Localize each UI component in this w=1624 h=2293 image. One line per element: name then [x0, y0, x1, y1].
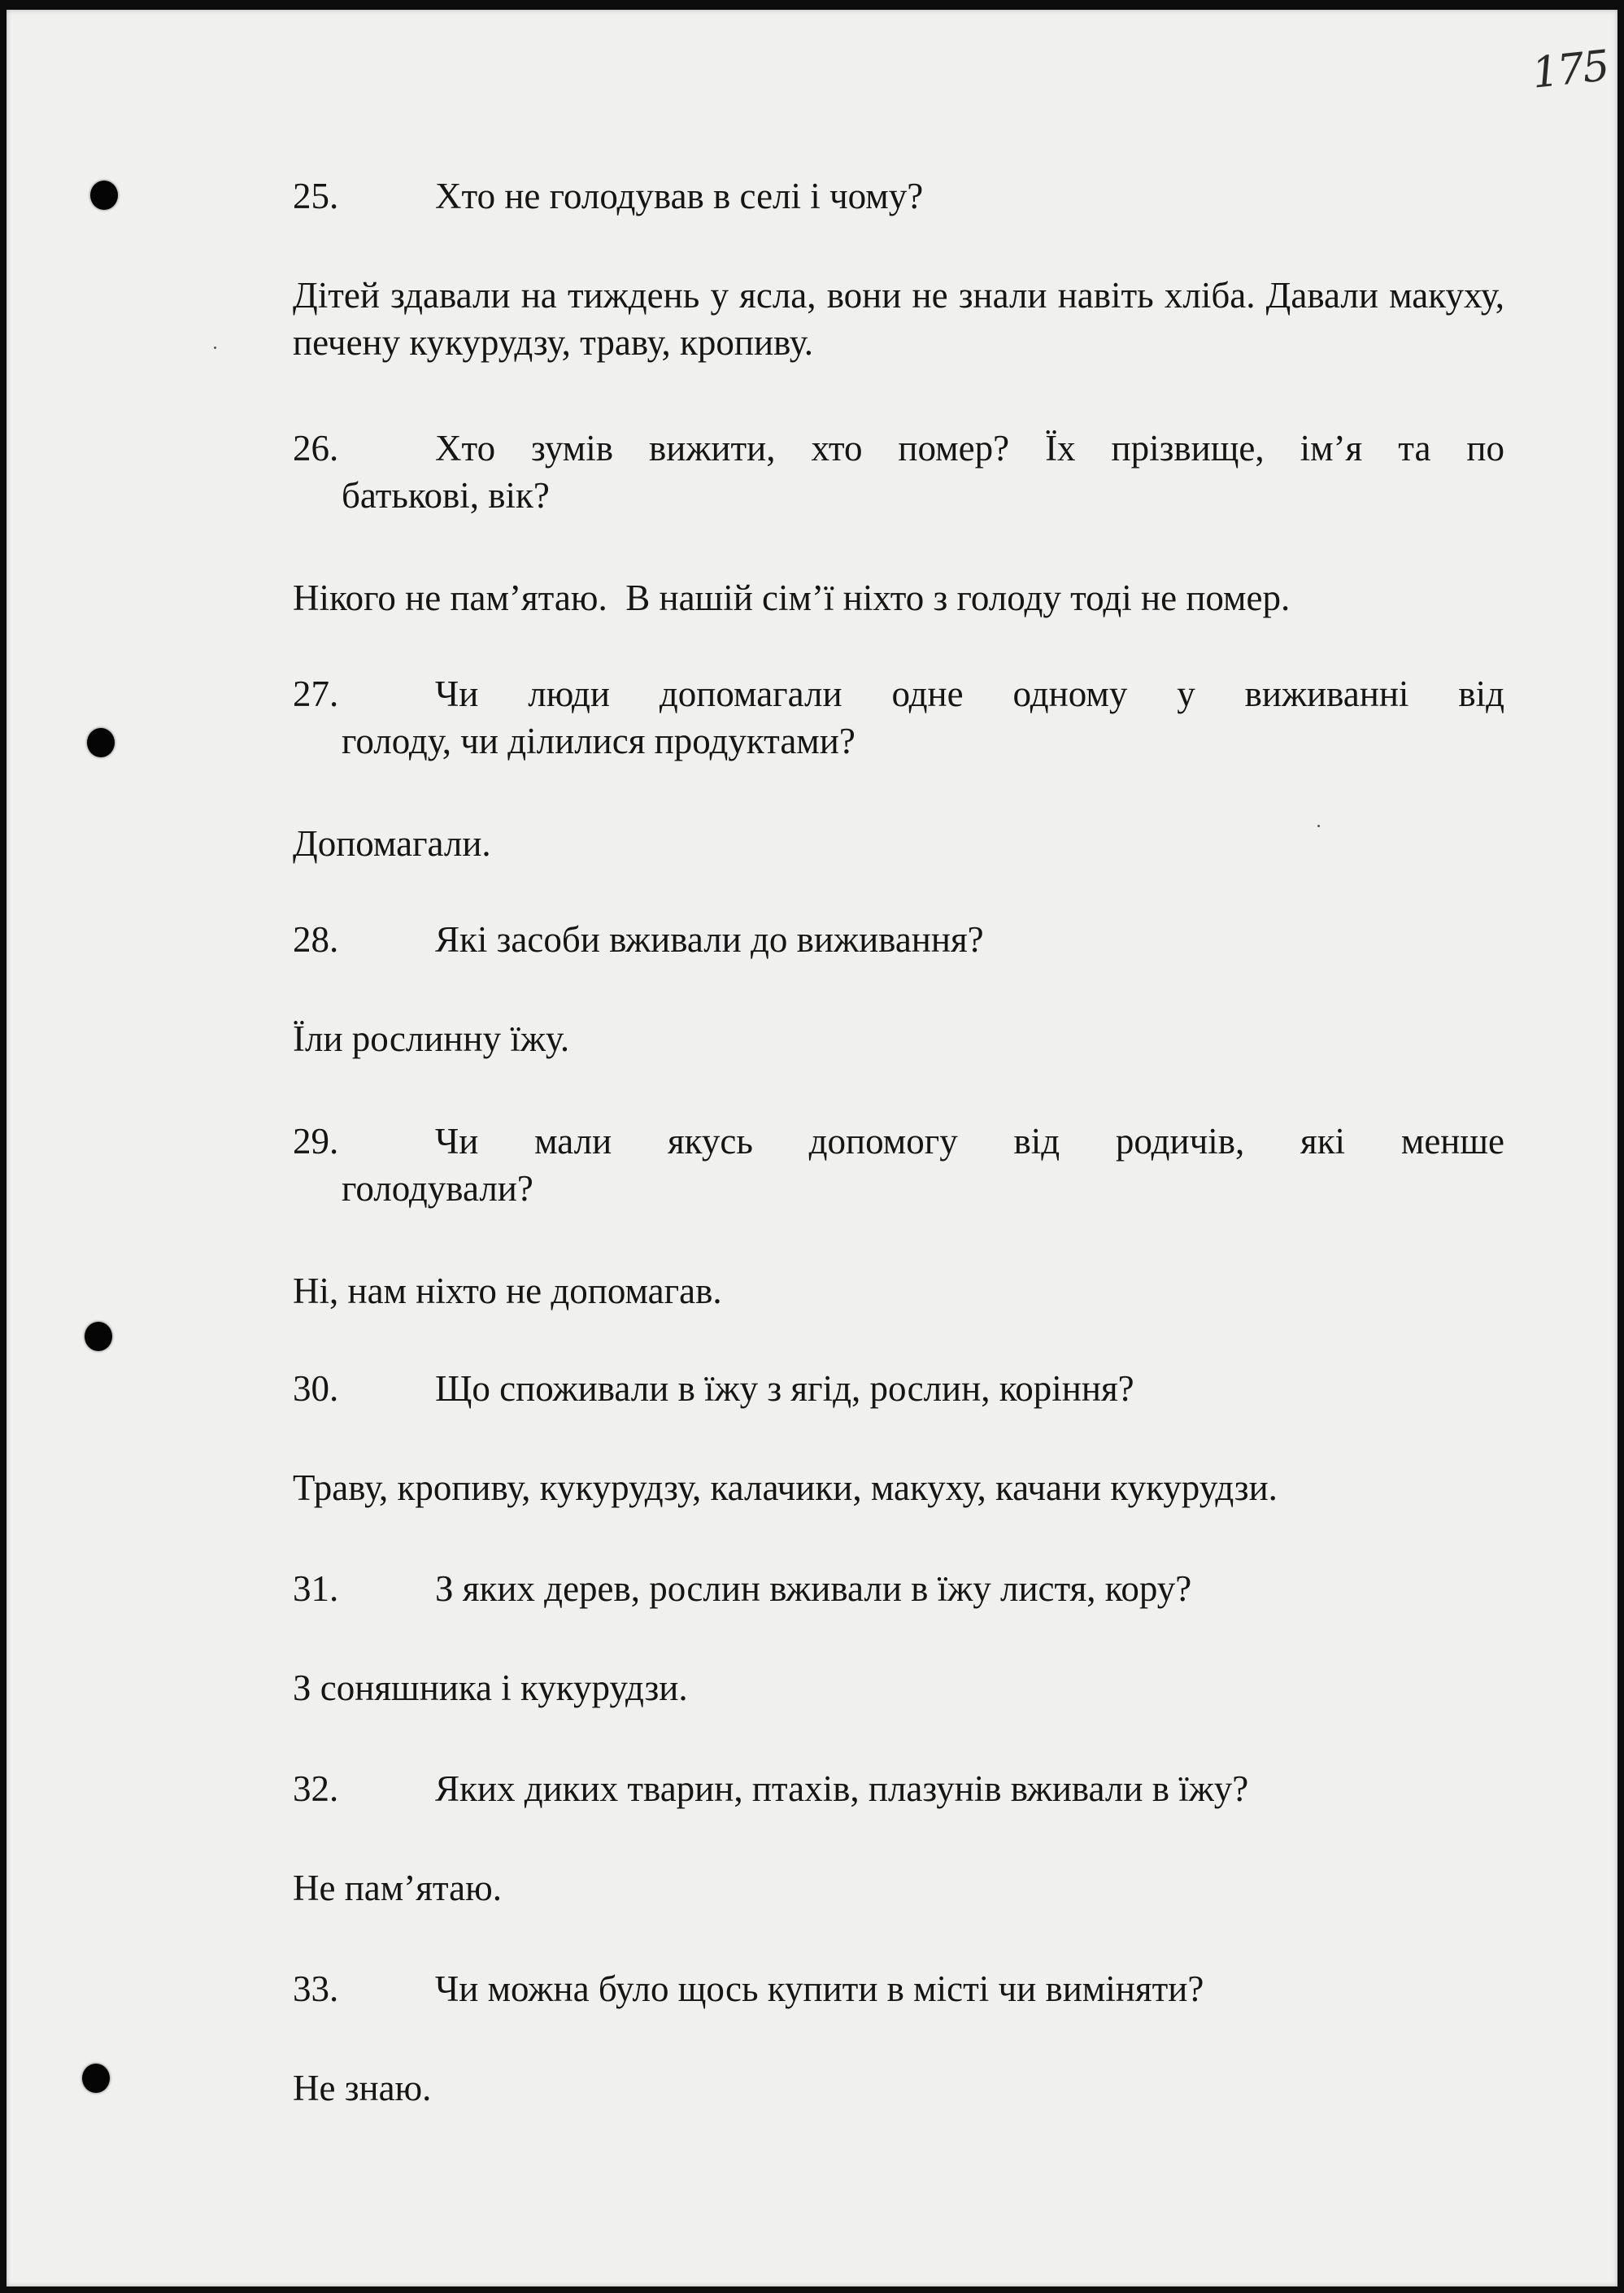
question-number: 30. [293, 1368, 339, 1409]
question-31 [293, 1565, 1504, 1612]
question-text: Чи мали якусь допомогу від родичів, які менше [435, 1121, 1504, 1162]
question-text-continued: голодували? [342, 1168, 533, 1209]
question-text: Які засоби вживали до виживання? [435, 919, 984, 960]
answer-33: Не знаю. [293, 2068, 432, 2108]
question-number: 31. [293, 1568, 339, 1609]
answer-25: Дітей здавали на тиждень у ясла, вони не знали навіть хліба. Давали макуху, печену кукурудзу, траву, кропиву. [293, 275, 1504, 363]
question-text: Хто зумів вижити, хто помер? Їх прізвище, ім’я та по [435, 428, 1504, 469]
question-26 [293, 425, 1504, 519]
question-number: 32. [293, 1768, 339, 1809]
question-text-continued: голоду, чи ділилися продуктами? [342, 721, 856, 761]
question-30 [293, 1365, 1504, 1412]
answer-26: Нікого не пам’ятаю. В нашій сім’ї ніхто з голоду тоді не помер. [293, 578, 1291, 618]
question-33 [293, 1965, 1504, 2012]
question-text-continued: батькові, вік? [342, 475, 550, 516]
question-number: 28. [293, 919, 339, 960]
question-text: Що споживали в їжу з ягід, рослин, коріння? [435, 1368, 1134, 1409]
question-number: 27. [293, 674, 339, 714]
question-number: 25. [293, 176, 339, 216]
question-text: Яких диких тварин, птахів, плазунів вживали в їжу? [435, 1768, 1249, 1809]
answer-31: З соняшника і кукурудзи. [293, 1667, 688, 1708]
document-body [7, 10, 1617, 2286]
answer-28: Їли рослинну їжу. [293, 1018, 570, 1059]
answer-29: Ні, нам ніхто не допомагав. [293, 1271, 722, 1311]
question-27 [293, 670, 1504, 765]
question-25 [293, 172, 1504, 220]
document-page [7, 10, 1617, 2286]
question-text: З яких дерев, рослин вживали в їжу листя, кору? [435, 1568, 1192, 1609]
question-29 [293, 1118, 1504, 1212]
question-number: 33. [293, 1968, 339, 2009]
question-32 [293, 1765, 1504, 1812]
answer-30: Траву, кропиву, кукурудзу, калачики, макуху, качани кукурудзи. [293, 1467, 1278, 1508]
question-number: 29. [293, 1121, 339, 1162]
answer-32: Не пам’ятаю. [293, 1868, 502, 1908]
question-text: Чи люди допомагали одне одному у виживанні від [435, 674, 1504, 714]
answer-27: Допомагали. [293, 823, 491, 864]
question-28 [293, 916, 1504, 963]
page-folio-number: 175 [1530, 41, 1611, 98]
question-number: 26. [293, 428, 339, 469]
question-text: Хто не голодував в селі і чому? [435, 176, 924, 216]
question-text: Чи можна було щось купити в місті чи виміняти? [435, 1968, 1204, 2009]
